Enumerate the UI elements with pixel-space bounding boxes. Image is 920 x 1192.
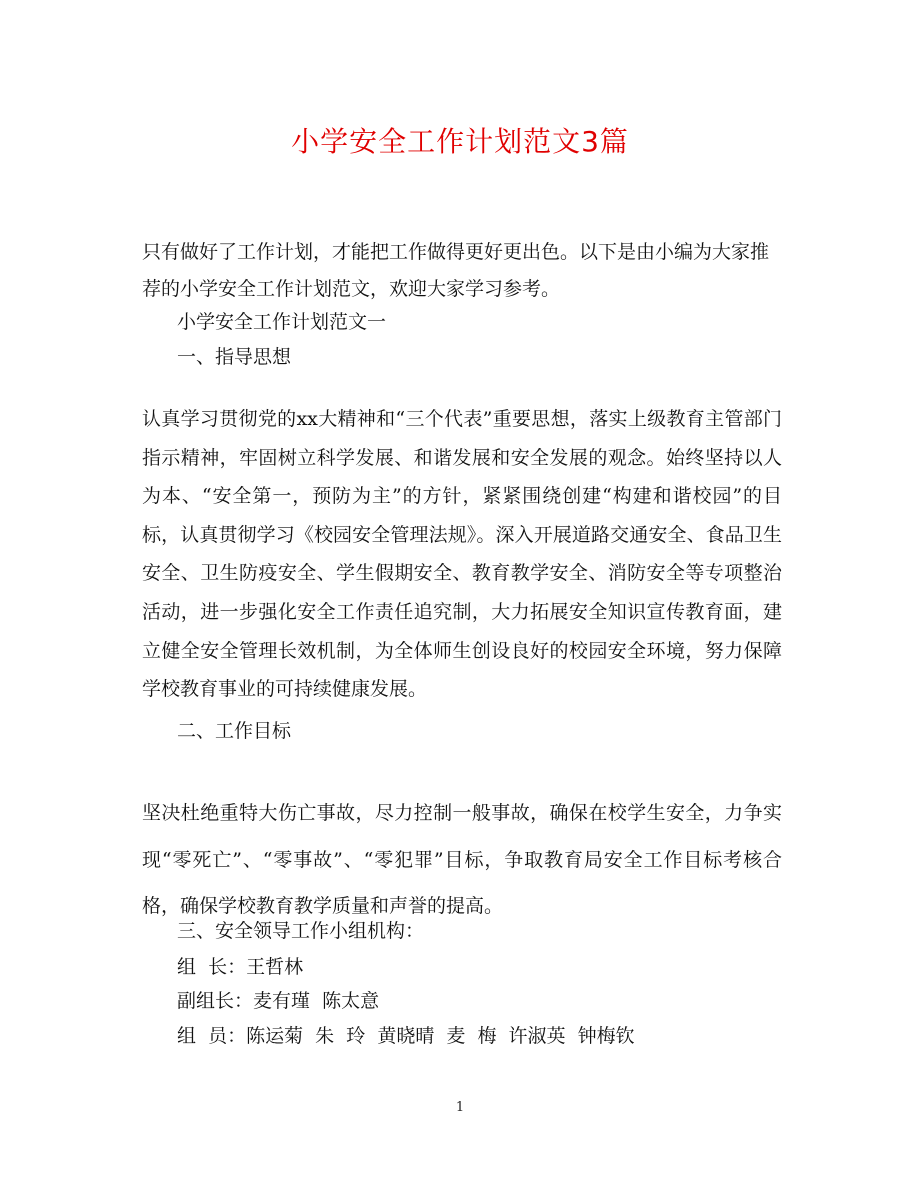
heading-work-goals: 二、工作目标 (177, 720, 292, 742)
work-goals-paragraph: 坚决杜绝重特大伤亡事故，尽力控制一般事故，确保在校学生安全，力争实现“零死亡”、“零事故”、“零犯罪”目标，争取教育局安全工作目标考核合格，确保学校教育教学质量和声誉的提高。 (142, 802, 782, 917)
deputy-line: 副组长：麦有瑾 陈太意 (177, 990, 380, 1012)
leader-line: 组 长：王哲林 (177, 956, 304, 978)
guiding-ideology-paragraph: 认真学习贯彻党的xx大精神和“三个代表”重要思想，落实上级教育主管部门指示精神，牢固树立科学发展、和谐发展和安全发展的观念。始终坚持以人为本、“安全第一，预防为主”的方针，紧紧围绕创建“构建和谐校园”的目标，认真贯彻学习《校园安全管理法规》。深入开展道路交通安全、食品卫生安全、卫生防疫安全、学生假期安全、教育教学安全、消防安全等专项整治活动，进一步强化安全工作责任追究制，大力拓展安全知识宣传教育面，建立健全安全管理长效机制，为全体师生创设良好的校园安全环境，努力保障学校教育事业的可持续健康发展。 (142, 408, 782, 701)
page-number: 1 (455, 1100, 465, 1115)
heading-guiding-ideology: 一、指导思想 (177, 346, 292, 368)
intro-paragraph: 只有做好了工作计划，才能把工作做得更好更出色。以下是由小编为大家推荐的小学安全工作计划范文，欢迎大家学习参考。 (142, 241, 770, 300)
page-title: 小学安全工作计划范文3篇 (291, 125, 629, 158)
heading-leadership-group: 三、安全领导工作小组机构： (177, 920, 425, 942)
members-line: 组 员：陈运菊 朱 玲 黄晓晴 麦 梅 许淑英 钟梅钦 (177, 1025, 635, 1047)
section-heading: 小学安全工作计划范文一 (177, 311, 387, 333)
